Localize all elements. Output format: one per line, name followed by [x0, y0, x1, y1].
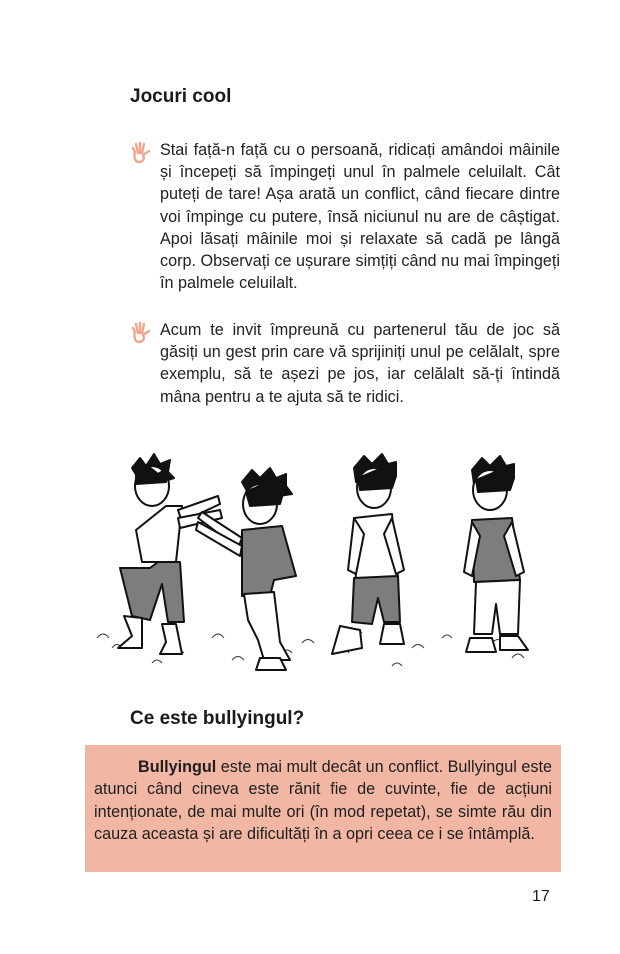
- section-title-games: Jocuri cool: [130, 86, 232, 107]
- bullet-text: Stai față-n față cu o persoană, ridicați amândoi mâinile și începeți să împingeți unul în palmele celuilalt. Cât puteți de tare! Așa arată un conflict, când fiecare dintre voi împinge cu putere, însă niciunul nu are de câștigat. Apoi lăsați mâinile moi și relaxate să cadă pe lângă corp. Observați ce ușurare simțiți când nu mai împingeți în palmele celuilalt.: [160, 141, 560, 293]
- boy-white-shirt-pushing: [118, 454, 222, 654]
- hand-icon: [130, 321, 154, 345]
- definition-term: Bullyingul: [138, 758, 217, 776]
- definition-callout-box: [85, 745, 561, 872]
- page-number: 17: [532, 888, 550, 905]
- section-title-bullying: Ce este bullyingul?: [130, 708, 305, 729]
- definition-text: [94, 756, 552, 846]
- bullet-item-support-gesture: [130, 319, 560, 408]
- definition-body: este mai mult decât un conflict. Bullyingul este atunci când cineva este rănit fie de cuvinte, fie de acțiuni intenționate, de mai multe ori (în mod repetat), se simte rău din cauza aceasta și are dificultăți în a opri ceea ce i se întâmplă.: [94, 758, 552, 844]
- grass-ground: [97, 630, 524, 666]
- boy-grey-shirt-standing: [464, 456, 528, 652]
- hand-icon: [130, 141, 154, 165]
- boy-white-shirt-standing: [332, 454, 404, 654]
- bullet-item-push-game: [130, 139, 560, 294]
- bullet-text: Acum te invit împreună cu partenerul tău de joc să găsiți un gest prin care vă sprijiniți unul pe celălalt, spre exemplu, să te așezi pe jos, iar celălalt să-ți întindă mâna pentru a te ajuta să te ridici.: [160, 321, 560, 406]
- illustration-two-pairs-of-boys: [92, 448, 542, 684]
